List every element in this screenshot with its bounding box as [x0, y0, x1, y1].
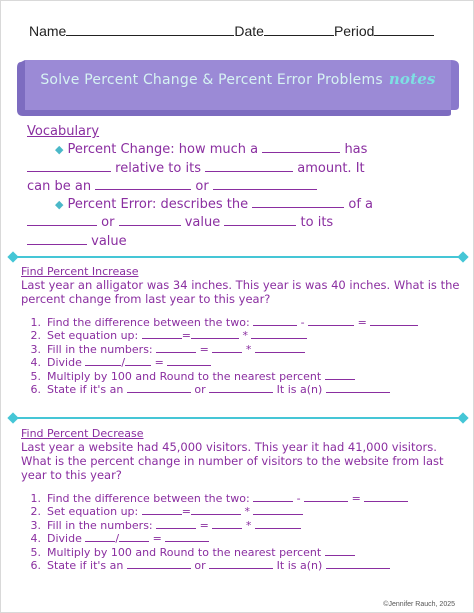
- blank[interactable]: [209, 384, 273, 393]
- section-divider: [9, 253, 467, 261]
- blank[interactable]: [165, 533, 209, 542]
- blank[interactable]: [364, 493, 408, 502]
- percent-change-text-1: Percent Change: how much a: [67, 142, 259, 158]
- percent-decrease-problem: Last year a website had 45,000 visitors. This year it had 41,000 visitors. What is the percent change in number of visitors to the website from last year to this year?: [21, 440, 444, 482]
- date-field[interactable]: [264, 24, 334, 36]
- percent-error-line-1: [27, 196, 457, 214]
- step-1: 1. Find the difference between the two: - =: [21, 492, 461, 505]
- section-divider: [9, 414, 467, 422]
- period-label: Period: [333, 23, 375, 39]
- blank[interactable]: [370, 317, 418, 326]
- title-banner: [15, 56, 461, 118]
- percent-decrease-title: Find Percent Decrease: [21, 427, 144, 440]
- banner-notes-label: notes: [388, 70, 436, 88]
- vocabulary-title: Vocabulary: [27, 124, 100, 139]
- blank[interactable]: [27, 214, 97, 226]
- blank[interactable]: [325, 547, 355, 556]
- blank[interactable]: [156, 344, 196, 353]
- blank[interactable]: [209, 560, 273, 569]
- step-6: 6. State if it's an or It is a(n): [21, 383, 461, 396]
- step-5: 5. Multiply by 100 and Round to the nearest percent: [21, 546, 461, 559]
- percent-change-text-2: has: [344, 142, 368, 158]
- percent-decrease-steps: [21, 492, 461, 572]
- name-field[interactable]: [66, 24, 234, 36]
- blank[interactable]: [27, 160, 111, 172]
- diamond-bullet-icon: ◆: [55, 143, 64, 157]
- percent-change-text-3: relative to its: [115, 160, 201, 176]
- blank[interactable]: [119, 533, 149, 542]
- step-3: 3. Fill in the numbers: = *: [21, 343, 461, 356]
- percent-increase-problem: Last year an alligator was 34 inches. This year is was 40 inches. What is the percent change from last year to this year?: [21, 278, 460, 306]
- percent-error-line-2: [27, 214, 457, 232]
- percent-change-line-1: [27, 141, 457, 159]
- percent-change-text-4: amount. It: [297, 160, 365, 176]
- blank[interactable]: [119, 214, 181, 226]
- blank[interactable]: [326, 384, 390, 393]
- blank[interactable]: [251, 330, 307, 339]
- blank[interactable]: [213, 178, 317, 190]
- percent-error-text-4: value: [184, 215, 221, 231]
- blank[interactable]: [255, 344, 305, 353]
- student-info-header: [29, 23, 449, 39]
- step-5: 5. Multiply by 100 and Round to the nearest percent: [21, 370, 461, 383]
- blank[interactable]: [191, 330, 239, 339]
- step-1: 1. Find the difference between the two: - =: [21, 316, 461, 329]
- blank[interactable]: [253, 317, 297, 326]
- percent-increase-steps: [21, 316, 461, 396]
- banner-title: [15, 70, 461, 88]
- blank[interactable]: [27, 233, 87, 245]
- blank[interactable]: [255, 520, 301, 529]
- blank[interactable]: [95, 178, 191, 190]
- step-3: 3. Fill in the numbers: = *: [21, 519, 461, 532]
- vocabulary-section: [27, 123, 457, 251]
- percent-error-text-5: to its: [300, 215, 334, 231]
- diamond-bullet-icon: ◆: [55, 198, 64, 212]
- blank[interactable]: [85, 357, 121, 366]
- percent-error-text-2: of a: [348, 197, 374, 213]
- step-6: 6. State if it's an or It is a(n): [21, 559, 461, 572]
- percent-increase-section: [21, 265, 461, 396]
- banner-title-text: Solve Percent Change & Percent Error Problems: [40, 72, 383, 88]
- blank[interactable]: [325, 371, 355, 380]
- blank[interactable]: [142, 330, 182, 339]
- percent-increase-title: Find Percent Increase: [21, 265, 139, 278]
- name-label: Name: [29, 23, 67, 39]
- percent-error-text-6: value: [91, 233, 127, 249]
- blank[interactable]: [205, 160, 293, 172]
- blank[interactable]: [253, 506, 303, 515]
- percent-change-text-5: can be an: [27, 178, 92, 194]
- blank[interactable]: [326, 560, 390, 569]
- blank[interactable]: [156, 520, 196, 529]
- blank[interactable]: [85, 533, 115, 542]
- step-4: 4. Divide / =: [21, 356, 461, 369]
- percent-change-text-6: or: [195, 178, 209, 194]
- blank[interactable]: [308, 317, 354, 326]
- blank[interactable]: [142, 506, 182, 515]
- date-label: Date: [234, 23, 264, 39]
- blank[interactable]: [304, 493, 348, 502]
- percent-change-line-2: [27, 160, 457, 178]
- step-4: 4. Divide / =: [21, 532, 461, 545]
- period-field[interactable]: [374, 24, 434, 36]
- blank[interactable]: [262, 141, 340, 153]
- blank[interactable]: [212, 344, 242, 353]
- percent-error-line-3: [27, 233, 457, 251]
- step-2: 2. Set equation up: = *: [21, 329, 461, 342]
- percent-error-text-3: or: [101, 215, 115, 231]
- blank[interactable]: [253, 493, 293, 502]
- blank[interactable]: [125, 357, 151, 366]
- step-2: 2. Set equation up: = *: [21, 505, 461, 518]
- blank[interactable]: [252, 196, 344, 208]
- percent-decrease-section: [21, 427, 461, 572]
- blank[interactable]: [167, 357, 211, 366]
- blank[interactable]: [224, 214, 296, 226]
- percent-error-text-1: Percent Error: describes the: [67, 197, 249, 213]
- blank[interactable]: [127, 384, 191, 393]
- copyright-footer: ©Jennifer Rauch, 2025: [383, 601, 455, 608]
- percent-change-line-3: [27, 178, 457, 196]
- blank[interactable]: [127, 560, 191, 569]
- blank[interactable]: [212, 520, 242, 529]
- blank[interactable]: [191, 506, 241, 515]
